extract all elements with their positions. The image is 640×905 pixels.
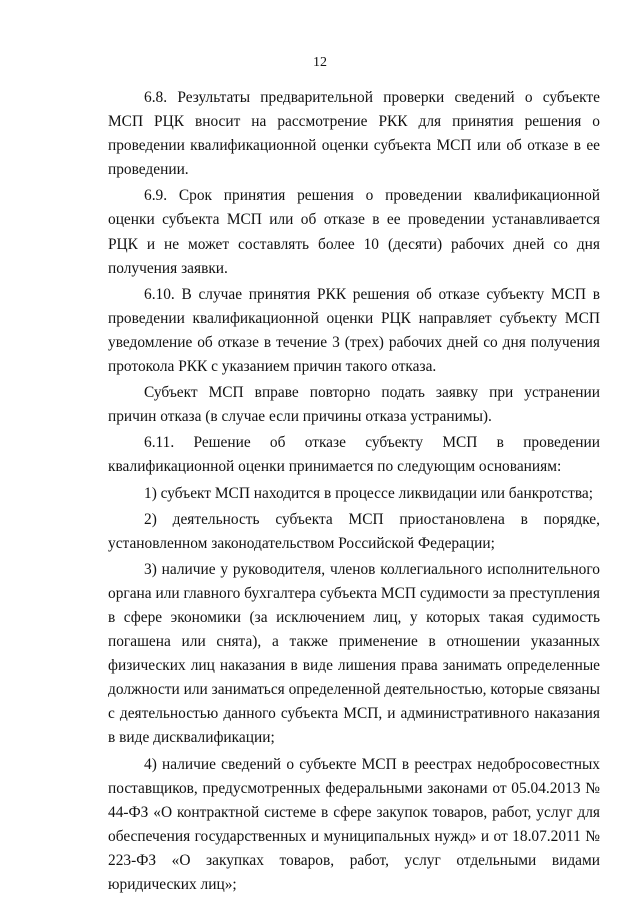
paragraph-6-9: 6.9. Срок принятия решения о проведении квалификационной оценки субъекта МСП или об отказе в ее проведении устанавливается РЦК и не может составлять более 10 (десяти) рабочих дней со дня получения заявки. [108,187,600,277]
paragraph-6-8: 6.8. Результаты предварительной проверки сведений о субъекте МСП РЦК вносит на рассмотрение РКК для принятия решения о проведении квалификационной оценки субъекта МСП или об отказе в ее проведении. [108,89,600,179]
list-item-3: 3) наличие у руководителя, членов коллегиального исполнительного органа или главного бухгалтера субъекта МСП судимости за преступления в сфере экономики (за исключением лиц, у которых такая судимость погашена или снята), а также применение в отношении указанных физических лиц наказания в виде лишения права занимать определенные должности или заниматься определенной деятельностью, которые связаны с деятельностью данного субъекта МСП, и административного наказания в виде дисквалификации; [108,560,600,747]
list-item-1: 1) субъект МСП находится в процессе ликвидации или банкротства; [144,484,593,502]
paragraph-6-10: 6.10. В случае принятия РКК решения об отказе субъекту МСП в проведении квалификационной оценки РЦК направляет субъекту МСП уведомление об отказе в течение 3 (трех) рабочих дней со дня получения протокола РКК с указанием причин такого отказа. [108,285,600,376]
paragraph-repeat-application: Субъект МСП вправе повторно подать заявку при устранении причин отказа (в случае если причины отказа устранимы). [108,384,600,426]
document-body [108,86,600,899]
paragraph-6-11: 6.11. Решение об отказе субъекту МСП в проведении квалификационной оценки принимается по следующим основаниям: [108,434,600,476]
list-item-4: 4) наличие сведений о субъекте МСП в реестрах недобросовестных поставщиков, предусмотренных федеральными законами от 05.04.2013 № 44-ФЗ «О контрактной системе в сфере закупок товаров, работ, услуг для обеспечения государственных и муниципальных нужд» и от 18.07.2011 № 223-ФЗ «О закупках товаров, работ, услуг отдельными видами юридических лиц»; [108,755,600,893]
list-item-2: 2) деятельность субъекта МСП приостановлена в порядке, установленном законодательством Российской Федерации; [108,510,600,552]
page-number: 12 [313,55,327,70]
